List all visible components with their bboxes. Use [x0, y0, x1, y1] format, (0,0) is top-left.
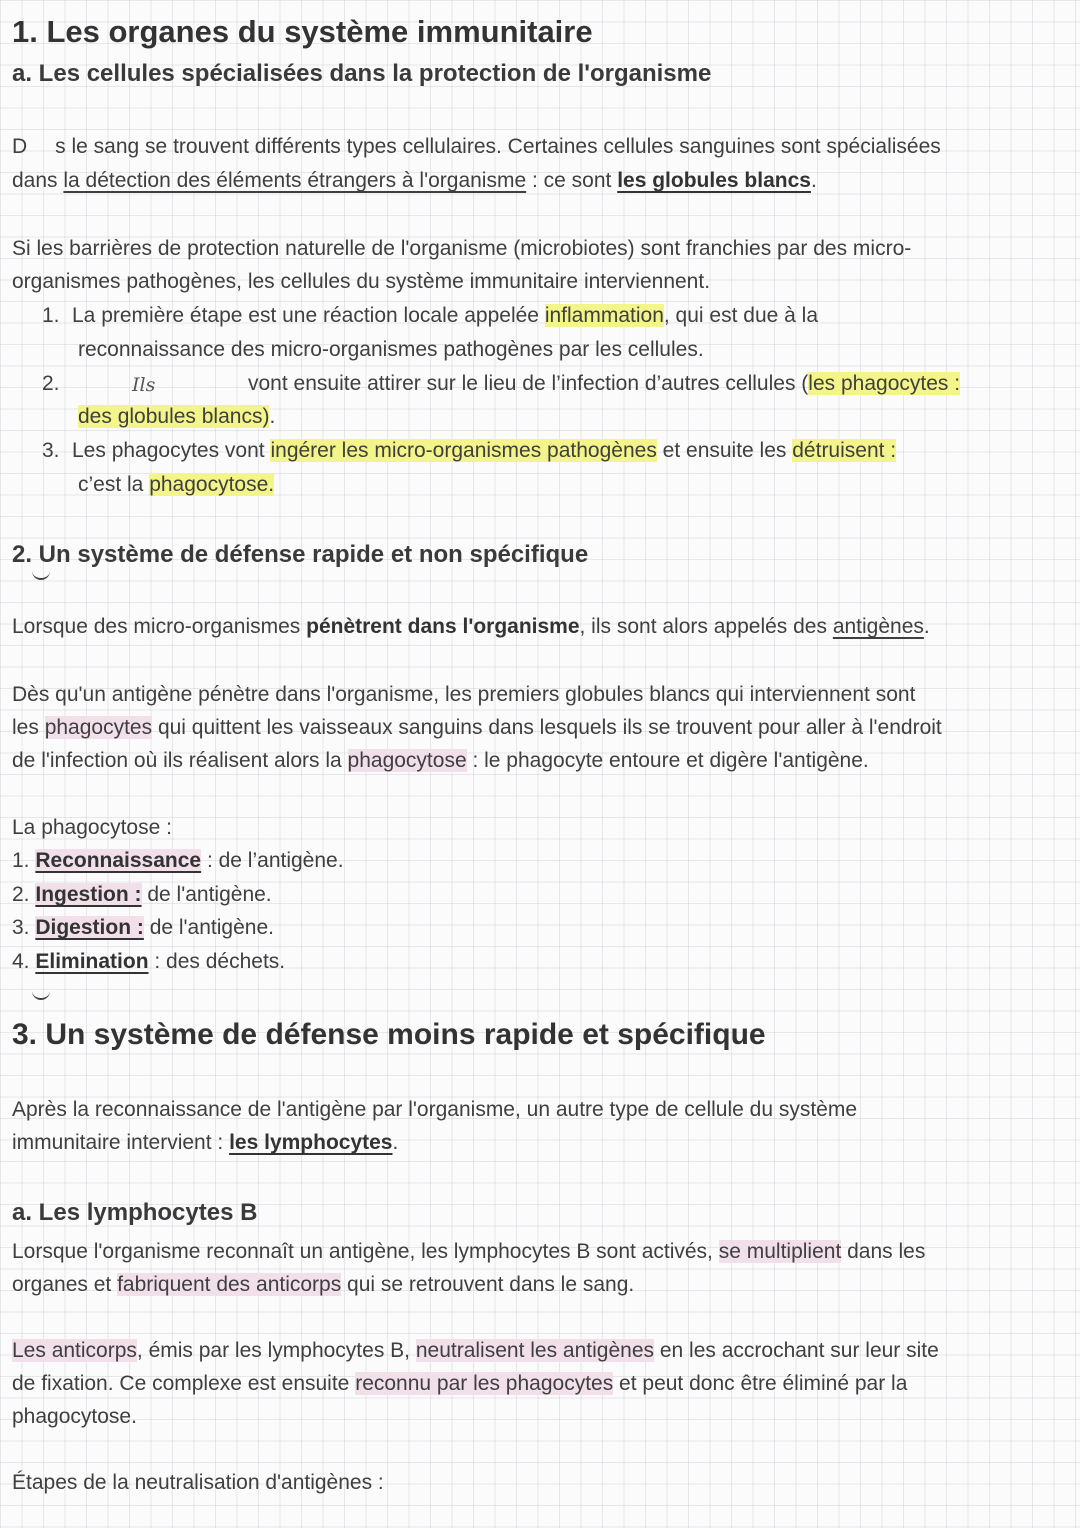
list-number: 2. — [42, 372, 60, 395]
text: de l'infection où ils réalisent alors la — [12, 749, 348, 772]
list-number: 3. — [12, 916, 36, 939]
highlight: phagocytes — [44, 716, 153, 739]
text: organes et — [12, 1273, 118, 1296]
text: D — [12, 135, 28, 158]
highlight: inflammation — [544, 304, 664, 327]
list-item-1 — [42, 305, 818, 326]
list-number: 4. — [12, 950, 36, 973]
text: . — [923, 615, 930, 638]
highlight: neutralisent les antigènes — [415, 1339, 655, 1362]
pen-mark-icon — [32, 568, 50, 580]
paragraph-line: Si les barrières de protection naturelle de l'organisme (microbiotes) sont franchies par des micro- — [12, 237, 912, 260]
text: et peut donc être éliminé par la — [613, 1372, 908, 1395]
text: , qui est due à la — [663, 304, 818, 327]
highlight: phagocytose — [347, 749, 467, 772]
underlined-text: antigènes — [832, 615, 924, 638]
text: . — [269, 405, 276, 428]
text: : de l’antigène. — [201, 849, 344, 872]
paragraph-line — [12, 1274, 634, 1295]
paragraph-line — [12, 1241, 925, 1262]
handwritten-word: Ils — [132, 374, 156, 396]
text: dans les — [841, 1240, 926, 1263]
section-1a-subtitle: a. Les cellules spécialisées dans la protection de l'organisme — [12, 60, 712, 87]
text: immunitaire intervient : — [12, 1131, 230, 1154]
list-number: 2. — [12, 883, 36, 906]
text: les — [12, 716, 45, 739]
text: en les accrochant sur leur site — [654, 1339, 939, 1362]
text: de fixation. Ce complexe est ensuite — [12, 1372, 356, 1395]
list-item-2-text — [248, 373, 960, 394]
paragraph-line — [12, 1340, 939, 1361]
text: et ensuite les — [656, 439, 793, 462]
highlight: reconnu par les phagocytes — [355, 1372, 614, 1395]
paragraph-line: Après la reconnaissance de l'antigène par l'organisme, un autre type de cellule du système — [12, 1098, 858, 1121]
list-item-2 — [42, 373, 72, 394]
highlight: détruisent : — [792, 439, 897, 462]
phagocytose-step-4 — [12, 951, 285, 972]
bold-underlined-text: les lymphocytes — [229, 1131, 393, 1154]
highlight: se multiplient — [718, 1240, 842, 1263]
text: : des déchets. — [148, 950, 286, 973]
section-3-title: 3. Un système de défense moins rapide et spécifique — [12, 1018, 766, 1051]
paragraph-line — [12, 750, 869, 771]
text: . — [810, 169, 817, 192]
list-item-2-cont — [78, 406, 275, 427]
list-item-1-cont: reconnaissance des micro-organismes pathogènes par les cellules. — [78, 338, 704, 361]
pen-mark-icon — [32, 988, 50, 1000]
section-1-title: 1. Les organes du système immunitaire — [12, 14, 593, 49]
paragraph-line: Étapes de la neutralisation d'antigènes : — [12, 1471, 384, 1494]
paragraph-line: Dès qu'un antigène pénètre dans l'organisme, les premiers globules blancs qui interviennent sont — [12, 683, 916, 706]
phagocytose-step-1 — [12, 850, 344, 871]
section-2-title: 2. Un système de défense rapide et non spécifique — [12, 541, 589, 568]
bold-underlined-text: les globules blancs — [617, 169, 811, 192]
text: Lorsque l'organisme reconnaît un antigène, les lymphocytes B sont activés, — [12, 1240, 719, 1263]
text: Lorsque des micro-organismes — [12, 615, 307, 638]
text: , émis par les lymphocytes B, — [136, 1339, 416, 1362]
list-number: 1. — [12, 849, 36, 872]
underlined-text: la détection des éléments étrangers à l'organisme — [63, 169, 527, 192]
bold-text: pénètrent dans l'organisme — [306, 615, 580, 638]
phagocytose-step-2 — [12, 884, 272, 905]
paragraph-line — [12, 1373, 907, 1394]
paragraph-line — [12, 1132, 398, 1153]
paragraph-line — [12, 170, 817, 191]
text: de l'antigène. — [141, 883, 272, 906]
paragraph-line: phagocytose. — [12, 1405, 137, 1428]
text: Les phagocytes vont — [72, 439, 271, 462]
highlight: Les anticorps — [12, 1339, 137, 1362]
list-item-3 — [42, 440, 896, 461]
highlight: phagocytose. — [149, 473, 275, 496]
step-term: Ingestion : — [35, 883, 142, 906]
text: vont ensuite attirer sur le lieu de l’infection d’autres cellules ( — [248, 372, 809, 395]
phagocytose-title: La phagocytose : — [12, 816, 172, 839]
list-number: 3. — [42, 439, 60, 462]
text: de l'antigène. — [143, 916, 274, 939]
highlight: fabriquent des anticorps — [117, 1273, 342, 1296]
step-term: Elimination — [35, 950, 149, 973]
list-item-3-cont — [78, 474, 274, 495]
paragraph-line: organismes pathogènes, les cellules du système immunitaire interviennent. — [12, 270, 711, 293]
paragraph-line — [12, 717, 942, 738]
paragraph-line — [12, 136, 941, 157]
paragraph-line — [12, 616, 930, 637]
highlight: ingérer les micro-organismes pathogènes — [270, 439, 657, 462]
text: La première étape est une réaction locale appelée — [72, 304, 545, 327]
step-term: Reconnaissance — [35, 849, 202, 872]
highlight: les phagocytes : — [808, 372, 961, 395]
text: , ils sont alors appelés des — [579, 615, 833, 638]
text: qui se retrouvent dans le sang. — [341, 1273, 635, 1296]
phagocytose-step-3 — [12, 917, 274, 938]
text: : le phagocyte entoure et digère l'antigène. — [466, 749, 869, 772]
highlight: des globules blancs) — [78, 405, 270, 428]
section-3a-subtitle: a. Les lymphocytes B — [12, 1199, 258, 1226]
text: dans — [12, 169, 64, 192]
list-number: 1. — [42, 304, 60, 327]
text: s le sang se trouvent différents types cellulaires. Certaines cellules sanguines sont spécialisées — [55, 135, 941, 158]
step-term: Digestion : — [35, 916, 144, 939]
text: . — [392, 1131, 399, 1154]
text: qui quittent les vaisseaux sanguins dans lesquels ils se trouvent pour aller à l'endroit — [152, 716, 942, 739]
text: c’est la — [78, 473, 150, 496]
text: : ce sont — [526, 169, 618, 192]
